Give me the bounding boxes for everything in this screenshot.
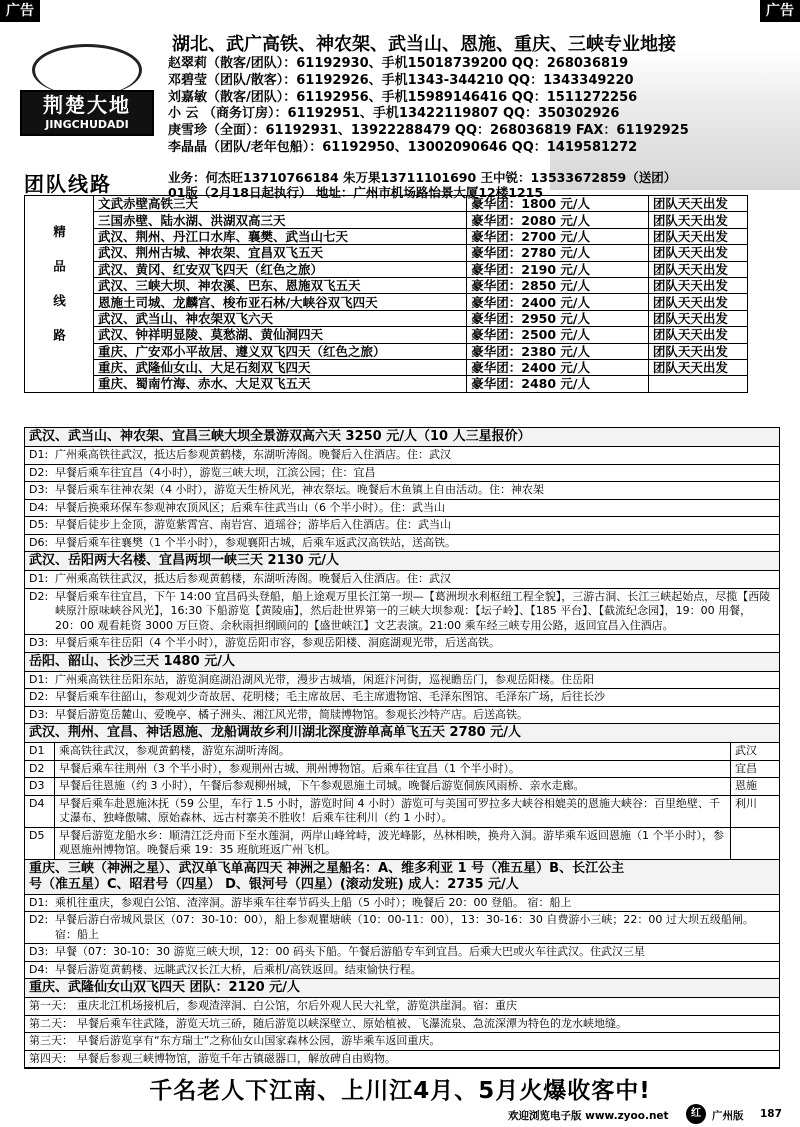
- red-badge-icon: 红: [686, 1104, 706, 1124]
- route-name: 恩施土司城、龙麟宫、梭布亚石林/大峡谷双飞四天: [94, 294, 467, 310]
- itinerary-day: [25, 743, 779, 761]
- website-link[interactable]: 欢迎浏览电子版 www.zyoo.net: [508, 1110, 669, 1122]
- route-departure: 团队天天出发: [648, 310, 747, 326]
- day-description: 早餐后乘车往武隆，游览天坑三硚，随后游览以峡深壁立、原始植被、飞瀑流泉、急流深潭为特色的龙水峡地缝。: [77, 1016, 627, 1030]
- route-name: 武汉、黄冈、红安双飞四天（红色之旅）: [94, 261, 467, 277]
- itinerary-day: [25, 998, 779, 1016]
- day-description: 早餐后游览黄鹤楼、远眺武汉长江大桥，后乘机/高铁返回。结束愉快行程。: [55, 962, 422, 976]
- contact-line: 邓碧莹（团队/散客）：61192926、手机1343-344210 QQ：1343349220: [168, 72, 634, 88]
- section-title: 武汉、武当山、神农架、宜昌三峡大坝全景游双高六天 3250 元/人（10 人三星报价）: [25, 428, 779, 447]
- route-name: 武汉、荆州古城、神农架、宜昌双飞五天: [94, 245, 467, 261]
- section-yueyang-shaoshan-changsha: [25, 653, 779, 725]
- itinerary-day: [25, 589, 779, 636]
- section-enshi-lichuan: [25, 724, 779, 860]
- route-name: 重庆、广安邓小平故居、遵义双飞四天（红色之旅）: [94, 343, 467, 359]
- section-three-gorges-cruise: [25, 860, 779, 980]
- day-description: 早餐后乘车赴恩施沐抚（59 公里，车行 1.5 小时，游览时间 4 小时）游览可与美国可罗拉多大峡谷相媲美的恩施大峡谷：百里绝壁、千丈瀑布、独峰傲啸、原始森林、远古村寨美不胜收！后乘车往利川（约 1 小时）。: [55, 796, 731, 827]
- day-label: D1:: [29, 448, 49, 461]
- banner-title: 湖北、武广高铁、神农架、武当山、恩施、重庆、三峡专业地接: [172, 34, 676, 55]
- day-label: D3:: [29, 945, 49, 958]
- itinerary-day: [25, 672, 779, 690]
- day-label: D6:: [29, 535, 49, 549]
- route-name: 重庆、武隆仙女山、大足石刻双飞四天: [94, 359, 467, 375]
- route-price: 豪华团：2780 元/人: [467, 245, 649, 261]
- section-wulong: [25, 979, 779, 1068]
- route-row: [25, 245, 748, 261]
- day-description: 广州乘高铁往武汉，抵达后参观黄鹤楼，东湖听涛阁。晚餐后入住酒店。住：武汉: [55, 572, 451, 585]
- logo-chinese: 荆楚大地: [43, 93, 131, 117]
- itinerary-day: [25, 912, 779, 944]
- day-description: 早餐后往恩施（约 3 小时），午餐后参观柳州城，下午参观恩施土司城。晚餐后游览侗族风雨桥、亲水走廊。: [55, 778, 731, 795]
- itinerary-day: [25, 500, 779, 518]
- section-title: 武汉、荆州、宜昌、神话恩施、龙船调故乡利川湖北深度游单高单飞五天 2780 元/人: [25, 724, 779, 743]
- day-description: 早餐后乘车往宜昌，下午 14:00 宜昌码头登船，船上途观万里长江第一坝—【葛洲坝水利枢纽工程全貌】，三游古洞、长江三峡起始点，尽揽【西陵峡原汁原味峡谷风光】，16:30 下船游览【黄陵庙】，然后赴世界第一的三峡大坝参观：【坛子岭】、【185 平台】、【截流纪念园】，19：00 用餐，20：00 观看耗资 3000 万巨资、余秋雨担纲顾问的【盛世峡江】文艺表演。21:00 乘车经三峡专用公路，返回宜昌入住酒店。: [55, 589, 771, 632]
- day-description: 早餐后徒步上金顶，游览紫霄宫、南岩宫、逍瑶谷；游毕后入住酒店。住：武当山: [55, 518, 451, 531]
- route-departure: 团队天天出发: [648, 343, 747, 359]
- itinerary-day: [25, 778, 779, 796]
- day-description: 广州乘高铁往武汉，抵达后参观黄鹤楼，东湖听涛阁。晚餐后入住酒店。住：武汉: [55, 448, 451, 461]
- ad-label-left: 广告: [0, 0, 40, 22]
- itinerary-day: [25, 689, 779, 707]
- edition-label: 广州版: [712, 1110, 744, 1122]
- day-description: 广州乘高铁往岳阳东站，游览洞庭湖沿湖风光带，漫步古城墙，闲逛汴河街，巡视瞻岳门，参观岳阳楼。住岳阳: [55, 672, 594, 686]
- day-label: D5: [25, 828, 55, 859]
- day-description: 早餐后游览岳麓山、爱晚亭、橘子洲头、湘江风光带，简牍博物馆。参观长沙特产店。后送高铁。: [55, 707, 528, 721]
- day-description: 早餐后游览享有“东方瑞士”之称仙女山国家森林公园，游毕乘车返回重庆。: [77, 1034, 441, 1047]
- day-description: 乘机往重庆，参观白公馆、渣滓洞。游毕乘车往奉节码头上船（5 小时）；晚餐后 20：00 登船。 宿：船上: [55, 895, 572, 909]
- day-label: D4: [25, 796, 55, 827]
- itinerary-day: [25, 962, 779, 980]
- day-label: D2:: [29, 913, 49, 926]
- route-price: 豪华团：2700 元/人: [467, 228, 649, 244]
- route-departure: 团队天天出发: [648, 245, 747, 261]
- premium-label: 精品线路: [25, 196, 94, 393]
- itinerary-day: [25, 635, 779, 653]
- contact-list: [168, 56, 689, 157]
- itinerary-day: [25, 1051, 779, 1069]
- route-name: 武汉、钟祥明显陵、莫愁湖、黄仙洞四天: [94, 327, 467, 343]
- swirl-icon: [32, 44, 142, 96]
- section-title-line: 号（准五星）C、昭君号（四星） D、银河号（四星）(滚动发班) 成人：2735 元/人: [29, 876, 519, 892]
- route-price: 豪华团：2400 元/人: [467, 359, 649, 375]
- day-label: 第二天：: [29, 1016, 73, 1030]
- route-departure: 团队天天出发: [648, 277, 747, 293]
- route-row: [25, 343, 748, 359]
- itinerary-day: [25, 895, 779, 913]
- section-title: 岳阳、韶山、长沙三天 1480 元/人: [25, 653, 779, 672]
- route-price: 豪华团：2190 元/人: [467, 261, 649, 277]
- route-row: [25, 228, 748, 244]
- contact-line: 刘嘉敏（散客/团队）：61192956、手机15989146416 QQ：1511272256: [168, 89, 638, 105]
- header: [0, 20, 800, 200]
- day-description: 早餐后乘车往岳阳（4 个半小时），游览岳阳市容，参观岳阳楼、洞庭湖观光带，后送高铁。: [55, 636, 500, 649]
- overnight-city: 利川: [735, 796, 757, 810]
- overnight-city: 宜昌: [735, 761, 757, 775]
- day-label: D1:: [29, 895, 49, 909]
- route-row: [25, 359, 748, 375]
- business-staff: 业务：何杰旺13710766184 朱万果13711101690 王中锐：13533672859（送团）: [168, 170, 677, 185]
- footer-bar: [0, 1104, 800, 1126]
- page-number: 187: [760, 1108, 782, 1120]
- route-row: [25, 277, 748, 293]
- ad-label-right: 广告: [760, 0, 800, 22]
- route-name: 三国赤壁、陆水湖、洪湖双高三天: [94, 212, 467, 228]
- route-departure: 团队天天出发: [648, 196, 747, 212]
- route-departure: 团队天天出发: [648, 327, 747, 343]
- day-label: D1:: [29, 572, 49, 585]
- itinerary-day: [25, 1016, 779, 1034]
- day-label: D2:: [29, 465, 49, 479]
- route-price: 豪华团：1800 元/人: [467, 196, 649, 212]
- route-price: 豪华团：2480 元/人: [467, 376, 649, 392]
- route-name: 武汉、荆州、丹江口水库、襄樊、武当山七天: [94, 228, 467, 244]
- section-wudang-shennongjia: [25, 428, 779, 552]
- day-label: D5:: [29, 518, 49, 531]
- day-description: 早餐后乘车往荆州（3 个半小时），参观荆州古城、荆州博物馆。后乘车往宜昌（1 个半小时）。: [55, 761, 731, 778]
- day-description: 早餐后乘车往神农架（4 小时），游览天生桥风光，神农祭坛。晚餐后木鱼镇上自由活动。住：神农架: [55, 483, 544, 496]
- day-label: D3:: [29, 636, 49, 649]
- logo: [14, 44, 164, 184]
- overnight-city: 武汉: [735, 744, 757, 757]
- day-description: 早餐后乘车往韶山，参观刘少奇故居、花明楼；毛主席故居、毛主席遗物馆、毛泽东图馆、毛泽东广场，后往长沙: [55, 690, 605, 703]
- route-price: 豪华团：2950 元/人: [467, 310, 649, 326]
- day-description: 早餐后乘车往襄樊（1 个半小时），参观襄阳古城，后乘车返武汉高铁站，送高铁。: [55, 535, 456, 549]
- day-label: 第三天：: [29, 1034, 73, 1047]
- day-label: D2: [25, 761, 55, 778]
- itinerary-day: [25, 796, 779, 828]
- day-label: D3:: [29, 483, 49, 496]
- day-label: D1:: [29, 672, 49, 686]
- day-label: 第一天：: [29, 999, 73, 1012]
- route-row: [25, 376, 748, 392]
- route-price: 豪华团：2080 元/人: [467, 212, 649, 228]
- itinerary-day: [25, 571, 779, 589]
- day-description: 早餐后换乘环保车参观神农顶风区；后乘车往武当山（6 个半小时）。住：武当山: [55, 500, 445, 514]
- contact-line: 李晶晶（团队/老年包船）：61192950、13002090646 QQ：1419581272: [168, 139, 638, 155]
- section-title: [25, 860, 779, 895]
- route-departure: 团队天天出发: [648, 359, 747, 375]
- contact-line: 庚雪珍（全面）：61192931、13922288479 QQ：268036819 FAX：61192925: [168, 123, 689, 139]
- section-yueyang-yichang: [25, 552, 779, 653]
- route-row: [25, 294, 748, 310]
- contact-line: 赵翠莉（散客/团队）：61192930、手机15018739200 QQ：268036819: [168, 56, 629, 71]
- route-row: [25, 310, 748, 326]
- itinerary-day: [25, 535, 779, 553]
- itinerary-day: [25, 944, 779, 962]
- itinerary-day: [25, 828, 779, 860]
- route-departure: 团队天天出发: [648, 212, 747, 228]
- itinerary-day: [25, 707, 779, 725]
- route-departure: 团队天天出发: [648, 228, 747, 244]
- itinerary-day: [25, 482, 779, 500]
- itinerary-day: [25, 761, 779, 779]
- route-departure: [648, 376, 747, 392]
- day-label: 第四天：: [29, 1051, 73, 1065]
- route-price: 豪华团：2850 元/人: [467, 277, 649, 293]
- section-title: 重庆、武隆仙女山双飞四天 团队：2120 元/人: [25, 979, 779, 998]
- day-description: 早餐（07：30-10：30 游览三峡大坝，12：00 码头下船。午餐后游船专车到宜昌。后乘大巴或火车往武汉。住武汉三星: [55, 945, 645, 958]
- overnight-city: [731, 828, 779, 859]
- day-description: 早餐后游白帝城风景区（07：30-10：00），船上参观瞿塘峡（10：00-11：00），13：30-16：30 自费游小三峡；22：00 过大坝五级船闸。 宿：船上: [55, 913, 754, 941]
- itinerary-sections: [24, 427, 780, 1069]
- itinerary-day: [25, 1033, 779, 1051]
- route-departure: 团队天天出发: [648, 261, 747, 277]
- logo-box: [20, 90, 154, 136]
- route-name: 重庆、蜀南竹海、赤水、大足双飞五天: [94, 376, 467, 392]
- day-label: D4:: [29, 500, 49, 514]
- route-price: 豪华团：2380 元/人: [467, 343, 649, 359]
- day-description: 早餐后乘车往宜昌（4小时），游览三峡大坝，江滨公园；住：宜昌: [55, 465, 376, 479]
- route-departure: 团队天天出发: [648, 294, 747, 310]
- itinerary-day: [25, 517, 779, 535]
- day-description: 乘高铁往武汉，参观黄鹤楼，游览东湖听涛阁。: [55, 743, 731, 760]
- itinerary-day: [25, 465, 779, 483]
- logo-english: JINGCHUDADI: [45, 118, 129, 131]
- premium-routes-table: [24, 195, 748, 393]
- route-row: [25, 327, 748, 343]
- route-row: [25, 212, 748, 228]
- route-name: 武汉、三峡大坝、神农溪、巴东、恩施双飞五天: [94, 277, 467, 293]
- day-label: D4:: [29, 962, 49, 976]
- day-label: D3: [25, 778, 55, 795]
- team-routes-title: 团队线路: [24, 172, 112, 196]
- day-description: 早餐后参观三峡博物馆，游览千年古镇磁器口，解放碑自由购物。: [77, 1051, 396, 1065]
- promo-slogan: 千名老人下江南、上川江4月、5月火爆收客中!: [149, 1078, 651, 1104]
- overnight-city: 恩施: [735, 779, 757, 792]
- route-row: [25, 196, 748, 212]
- itinerary-day: [25, 447, 779, 465]
- section-title-line: 重庆、三峡（神洲之星）、武汉单飞单高四天 神洲之星船名：A、维多利亚 1 号（准五星）B、长江公主: [29, 860, 625, 876]
- edition-address: 01版（2月18日起执行） 地址：广州市机场路怡景大厦12楼1215: [168, 185, 544, 200]
- route-price: 豪华团：2400 元/人: [467, 294, 649, 310]
- day-label: D2:: [29, 589, 49, 603]
- day-label: D2:: [29, 690, 49, 703]
- section-title: 武汉、岳阳两大名楼、宜昌两坝一峡三天 2130 元/人: [25, 552, 779, 571]
- day-description: 重庆北江机场接机后，参观渣滓洞、白公馆，尔后外观人民大礼堂，游览洪崖洞。宿：重庆: [77, 999, 517, 1012]
- day-label: D3:: [29, 707, 49, 721]
- day-label: D1: [25, 743, 55, 760]
- contact-line: 小 云 （商务订房）：61192951、手机13422119807 QQ：350302926: [168, 106, 620, 122]
- route-row: [25, 261, 748, 277]
- route-name: 武汉、武当山、神农架双飞六天: [94, 310, 467, 326]
- route-name: 文武赤壁高铁三天: [94, 196, 467, 212]
- day-description: 早餐后游览龙船水乡：顺清江泛舟而下至水莲洞，两岸山峰耸峙，波光峰影，丛林相映，换舟入洞。游毕乘车返回恩施（1 个半小时），参观恩施州博物馆。晚餐后乘 19：35 班航班返广州飞机。: [55, 828, 731, 859]
- route-price: 豪华团：2500 元/人: [467, 327, 649, 343]
